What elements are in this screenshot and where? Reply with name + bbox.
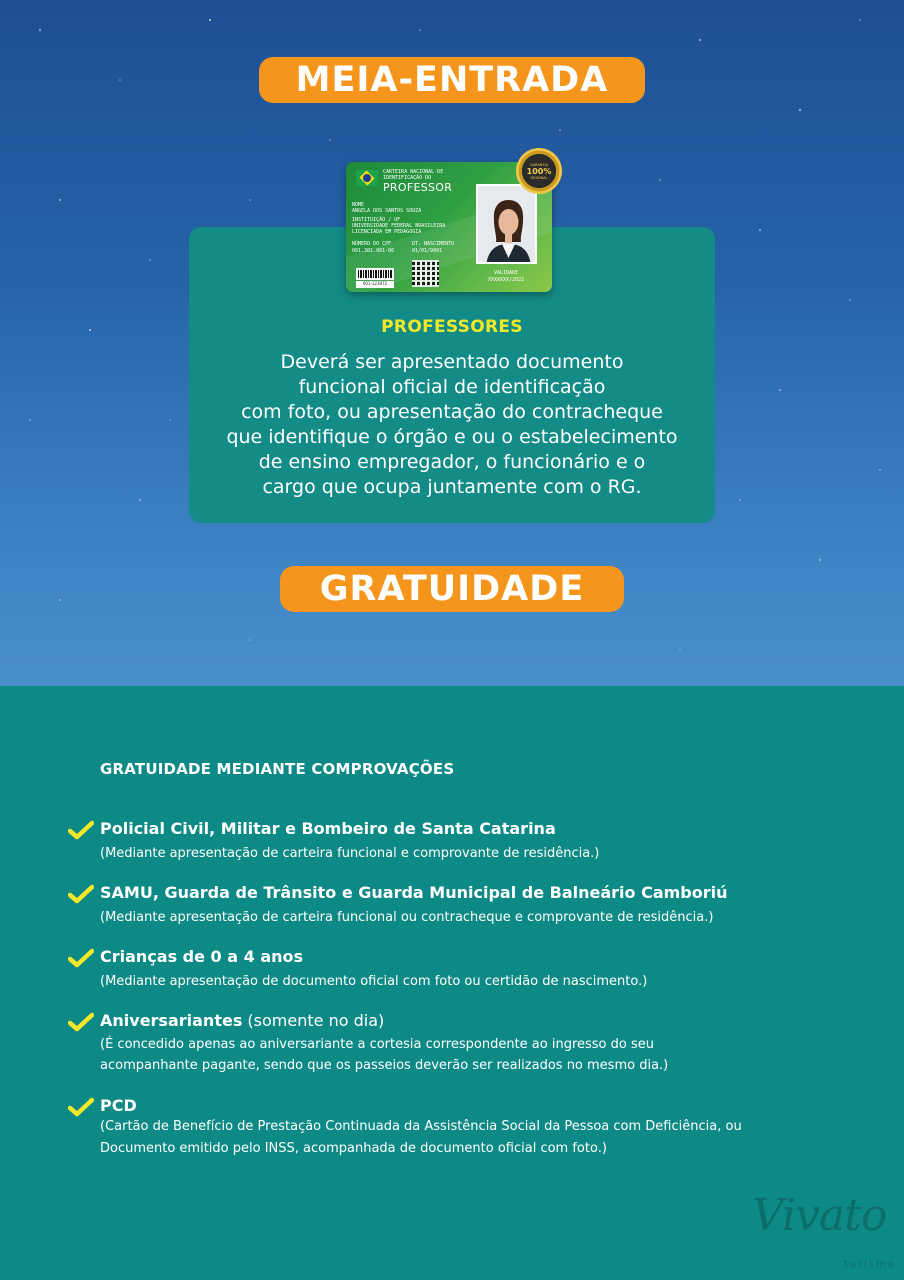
item-title: SAMU, Guarda de Trânsito e Guarda Municipal de Balneário Camboriú [100, 883, 728, 902]
item-description: (Mediante apresentação de carteira funcional ou contracheque e comprovante de residência.) [100, 910, 714, 925]
card-validade-label: VALIDADE [494, 270, 519, 276]
check-icon [68, 884, 94, 904]
qr-code-icon [412, 260, 439, 287]
check-icon [68, 948, 94, 968]
logo-name: Vivato [752, 1190, 887, 1241]
card-validade: XXXXXXX/2022 [488, 277, 525, 283]
seal-top-text: GARANTIA [530, 162, 548, 167]
seal-bottom-text: ORIGINAL [530, 175, 548, 180]
item-description: (É concedido apenas ao aniversariante a cortesia correspondente ao ingresso do seu [100, 1037, 654, 1052]
seal-icon [516, 148, 562, 194]
item-description: (Mediante apresentação de carteira funcional e comprovante de residência.) [100, 846, 600, 861]
item-note: (somente no dia) [242, 1011, 385, 1030]
card-numero: 001.301.001-06 [352, 248, 395, 254]
brazil-flag-icon [356, 170, 378, 186]
gratuidade-section-title: GRATUIDADE MEDIANTE COMPROVAÇÕES [100, 760, 455, 778]
card-nascimento-label: DT. NASCIMENTO [412, 241, 455, 247]
check-icon [68, 1097, 94, 1117]
card-brand-top: CARTEIRA NACIONAL DE IDENTIFICAÇÃO DO [383, 169, 444, 181]
seal-big-text: 100% [526, 166, 552, 176]
card-numero-label: NÚMERO DO CPF [352, 241, 392, 247]
item-title: PCD [100, 1096, 137, 1115]
gratuidade-heading: GRATUIDADE [280, 566, 624, 612]
professores-line: funcional oficial de identificação [298, 376, 606, 398]
professores-title: PROFESSORES [381, 317, 523, 337]
professores-line: de ensino empregador, o funcionário e o [258, 451, 646, 473]
list-item [68, 1011, 868, 1075]
list-item [68, 1096, 868, 1160]
card-instituicao: UNIVERSIDADE FEDERAL BRASILEIRA [352, 223, 446, 229]
item-description: (Cartão de Benefício de Prestação Continuada da Assistência Social da Pessoa com Deficiência, ou [100, 1119, 742, 1134]
vivato-logo [752, 1190, 902, 1270]
list-item [68, 819, 868, 863]
meia-entrada-heading: MEIA-ENTRADA [259, 57, 645, 103]
list-item [68, 883, 868, 927]
item-description: Documento emitido pelo INSS, acompanhada de documento oficial com foto.) [100, 1141, 607, 1156]
check-icon [68, 1012, 94, 1032]
item-description: (Mediante apresentação de documento oficial com foto ou certidão de nascimento.) [100, 974, 648, 989]
card-instituicao-label: INSTITUIÇÃO / UF [352, 217, 401, 223]
item-description: acompanhante pagante, sendo que os passeios deverão ser realizados no mesmo dia.) [100, 1058, 669, 1073]
barcode-icon [356, 268, 394, 280]
list-item [68, 947, 868, 991]
card-brand: PROFESSOR [383, 181, 453, 194]
item-title: Crianças de 0 a 4 anos [100, 947, 304, 966]
card-photo [476, 184, 537, 264]
professores-line: com foto, ou apresentação do contracheque [241, 401, 663, 423]
professores-line: que identifique o órgão e ou o estabelecimento [226, 426, 678, 448]
item-title: Policial Civil, Militar e Bombeiro de Santa Catarina [100, 819, 556, 838]
card-curso: LICENCIADA EM PEDAGOGIA [352, 229, 422, 235]
card-barcode-number: 001-123972 [356, 281, 394, 288]
logo-subtitle: turismo [843, 1259, 896, 1270]
professores-line: Deverá ser apresentado documento [280, 351, 624, 373]
item-title: Aniversariantes (somente no dia) [100, 1011, 385, 1030]
professores-line: cargo que ocupa juntamente com o RG. [262, 476, 642, 498]
check-icon [68, 820, 94, 840]
card-nascimento: 01/01/9001 [412, 248, 443, 254]
card-nome-label: NOME [352, 202, 365, 208]
card-nome: ANGELA DOS SANTOS SOUZA [352, 208, 422, 214]
professores-description [189, 350, 715, 500]
